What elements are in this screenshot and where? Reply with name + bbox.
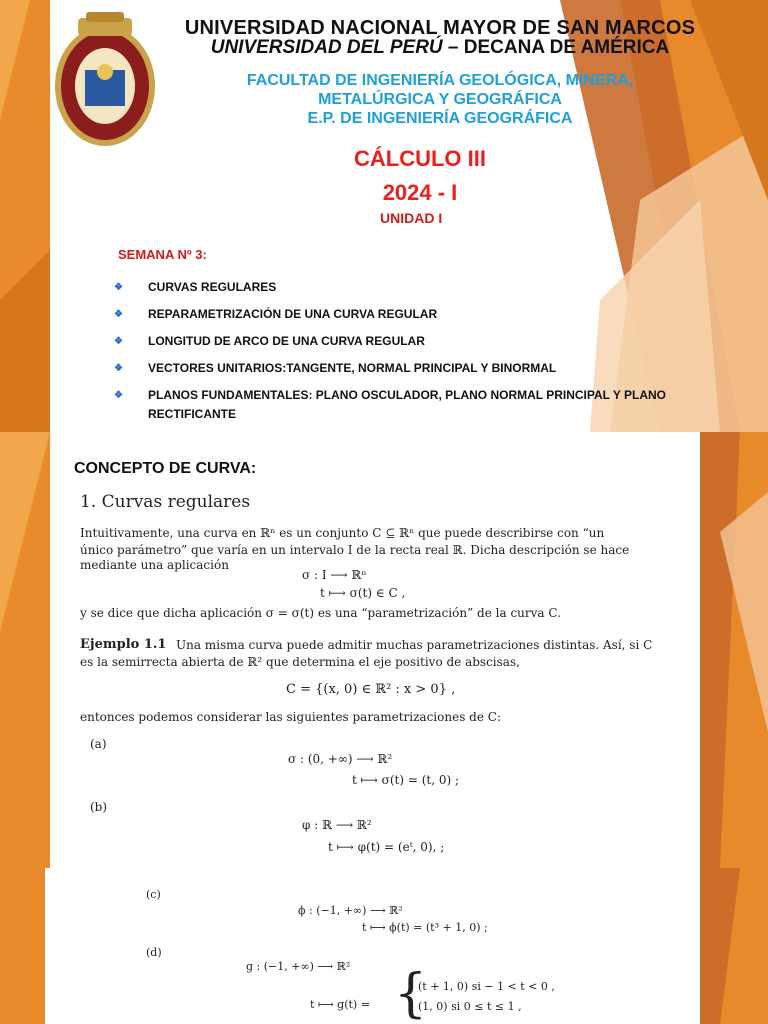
unit-label: UNIDAD I bbox=[380, 210, 443, 226]
slide-cover bbox=[0, 0, 768, 432]
after-map: y se dice que dicha aplicación σ = σ(t) es una “parametrización” de la curva C. bbox=[80, 606, 561, 620]
item-a-label: (a) bbox=[90, 737, 107, 751]
map-line-1: σ : I ⟶ ℝⁿ bbox=[302, 568, 367, 582]
diamond-bullet-icon: ❖ bbox=[114, 336, 123, 347]
item-c-line-1: ϕ : (−1, +∞) ⟶ ℝ² bbox=[298, 904, 403, 917]
diamond-bullet-icon: ❖ bbox=[114, 390, 123, 401]
university-seal-logo bbox=[52, 12, 158, 148]
example-line-2: es la semirrecta abierta de ℝ² que determina el eje positivo de abscisas, bbox=[80, 655, 520, 669]
topic-text: PLANOS FUNDAMENTALES: PLANO OSCULADOR, PLANO NORMAL PRINCIPAL Y PLANO RECTIFICANTE bbox=[148, 388, 667, 421]
intro-line-3: mediante una aplicación bbox=[80, 558, 229, 572]
item-d-case-1: (t + 1, 0) si − 1 < t < 0 , bbox=[418, 980, 555, 993]
diamond-bullet-icon: ❖ bbox=[114, 309, 123, 320]
item-b-label: (b) bbox=[90, 800, 108, 814]
topic-text: REPARAMETRIZACIÓN DE UNA CURVA REGULAR bbox=[148, 307, 438, 321]
item-a-line-1: σ : (0, +∞) ⟶ ℝ² bbox=[288, 752, 393, 766]
item-b-line-2: t ⟼ φ(t) = (eᵗ, 0), ; bbox=[328, 840, 445, 854]
item-d-label: (d) bbox=[146, 946, 162, 959]
university-name: UNIVERSIDAD NACIONAL MAYOR DE SAN MARCOS bbox=[184, 17, 696, 39]
intro-line-1: Intuitivamente, una curva en ℝⁿ es un conjunto C ⊆ ℝⁿ que puede describirse con “un bbox=[80, 526, 605, 540]
map-line-2: t ⟼ σ(t) ∈ C , bbox=[320, 586, 406, 600]
topic-text: LONGITUD DE ARCO DE UNA CURVA REGULAR bbox=[148, 334, 425, 348]
course-title: CÁLCULO III bbox=[354, 146, 486, 171]
university-subtitle-italic: UNIVERSIDAD DEL PERÚ bbox=[210, 37, 443, 58]
concept-heading: CONCEPTO DE CURVA: bbox=[74, 460, 257, 477]
diamond-bullet-icon: ❖ bbox=[114, 282, 123, 293]
week-label: SEMANA Nº 3: bbox=[118, 247, 207, 262]
item-d-line-2: t ⟼ g(t) = bbox=[310, 998, 370, 1011]
section-title: 1. Curvas regulares bbox=[80, 492, 251, 512]
intro-line-2: único parámetro” que varía en un intervalo I de la recta real ℝ. Dicha descripción se hace bbox=[80, 543, 630, 557]
slide-examples bbox=[0, 868, 768, 1024]
school-line: E.P. DE INGENIERÍA GEOGRÁFICA bbox=[307, 110, 573, 127]
term: 2024 - I bbox=[382, 180, 458, 205]
set-definition: C = {(x, 0) ∈ ℝ² : x > 0} , bbox=[286, 682, 456, 697]
item-c-line-2: t ⟼ ϕ(t) = (t³ + 1, 0) ; bbox=[362, 921, 488, 934]
item-c-label: (c) bbox=[146, 888, 161, 901]
diamond-bullet-icon: ❖ bbox=[114, 363, 123, 374]
brace: { bbox=[394, 964, 428, 1024]
faculty-line-1: FACULTAD DE INGENIERÍA GEOLÓGICA, MINERA, bbox=[246, 72, 634, 89]
university-subtitle-rest: – DECANA DE AMÉRICA bbox=[442, 37, 670, 58]
consider-line: entonces podemos considerar las siguientes parametrizaciones de C: bbox=[80, 710, 501, 724]
item-a-line-2: t ⟼ σ(t) = (t, 0) ; bbox=[352, 773, 460, 787]
item-d-case-2: (1, 0) si 0 ≤ t ≤ 1 , bbox=[418, 1000, 522, 1013]
example-label: Ejemplo 1.1 bbox=[80, 637, 167, 652]
example-line-1: Una misma curva puede admitir muchas parametrizaciones distintas. Así, si C bbox=[176, 638, 653, 652]
topic-text: CURVAS REGULARES bbox=[148, 280, 277, 294]
university-subtitle bbox=[160, 38, 720, 58]
item-d-line-1: g : (−1, +∞) ⟶ ℝ² bbox=[246, 960, 351, 973]
item-b-line-1: φ : ℝ ⟶ ℝ² bbox=[302, 818, 372, 832]
faculty-line-2: METALÚRGICA Y GEOGRÁFICA bbox=[318, 91, 562, 108]
topic-text: VECTORES UNITARIOS:TANGENTE, NORMAL PRINCIPAL Y BINORMAL bbox=[148, 361, 557, 375]
